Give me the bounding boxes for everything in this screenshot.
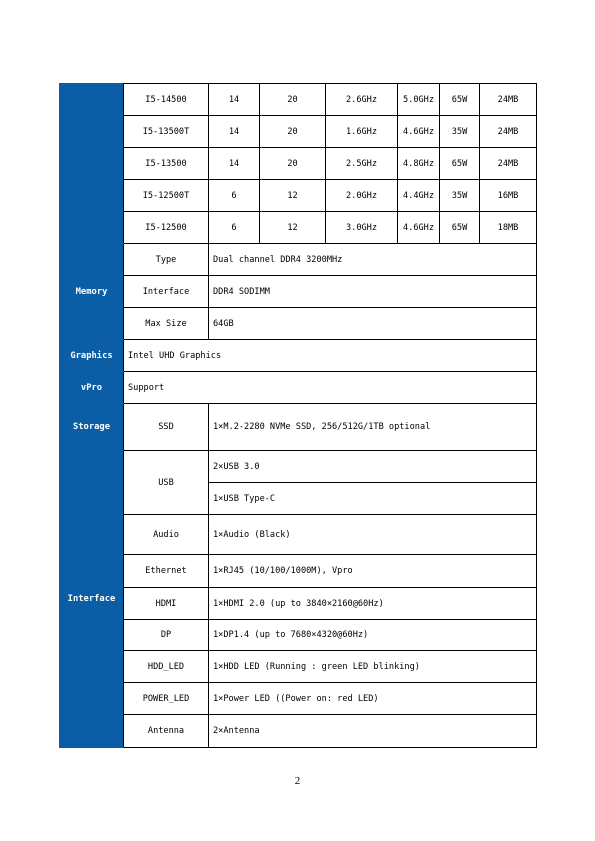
page-number: 2 [294,775,301,787]
graphics-row [60,340,537,372]
vpro-row [60,372,537,404]
cpu-row [60,84,537,116]
memory-label: Type [124,244,209,276]
memory-value: 64GB [209,308,537,340]
graphics-category: Graphics [60,340,124,372]
usb-value: 1×USB Type-C [209,483,537,515]
cpu-cores: 6 [209,212,260,244]
interface-label: HDMI [124,588,209,620]
cpu-threads: 12 [260,212,326,244]
cpu-base-clock: 2.0GHz [326,180,398,212]
cpu-base-clock: 2.6GHz [326,84,398,116]
memory-category: Memory [60,244,124,340]
cpu-threads: 12 [260,180,326,212]
cpu-tdp: 65W [440,148,480,180]
interface-row [60,588,537,620]
cpu-boost-clock: 4.8GHz [398,148,440,180]
interface-label: Ethernet [124,555,209,588]
cpu-tdp: 35W [440,180,480,212]
cpu-boost-clock: 4.6GHz [398,116,440,148]
spec-table [59,83,537,748]
interface-value: 1×Power LED ((Power on: red LED) [209,683,537,715]
interface-category: Interface [60,451,124,748]
vpro-value: Support [124,372,537,404]
cpu-cores: 14 [209,148,260,180]
cpu-tdp: 65W [440,84,480,116]
interface-row [60,555,537,588]
cpu-threads: 20 [260,116,326,148]
cpu-model: I5-13500T [124,116,209,148]
storage-label: SSD [124,404,209,451]
cpu-cache: 24MB [480,84,537,116]
interface-label: HDD_LED [124,651,209,683]
cpu-cores: 14 [209,116,260,148]
memory-value: DDR4 SODIMM [209,276,537,308]
interface-value: 1×DP1.4 (up to 7680×4320@60Hz) [209,620,537,651]
storage-value: 1×M.2-2280 NVMe SSD, 256/512G/1TB optional [209,404,537,451]
interface-label: Antenna [124,715,209,748]
usb-value: 2×USB 3.0 [209,451,537,483]
interface-row [60,451,537,483]
cpu-model: I5-12500T [124,180,209,212]
storage-row [60,404,537,451]
cpu-boost-clock: 5.0GHz [398,84,440,116]
interface-value: 1×Audio (Black) [209,515,537,555]
vpro-category: vPro [60,372,124,404]
interface-row [60,651,537,683]
cpu-model: I5-14500 [124,84,209,116]
interface-label: Audio [124,515,209,555]
cpu-tdp: 65W [440,212,480,244]
memory-label: Interface [124,276,209,308]
graphics-value: Intel UHD Graphics [124,340,537,372]
cpu-row [60,212,537,244]
cpu-cache: 24MB [480,116,537,148]
cpu-tdp: 35W [440,116,480,148]
interface-row [60,620,537,651]
cpu-base-clock: 3.0GHz [326,212,398,244]
cpu-cores: 14 [209,84,260,116]
cpu-cache: 16MB [480,180,537,212]
cpu-boost-clock: 4.6GHz [398,212,440,244]
interface-row [60,515,537,555]
cpu-row [60,180,537,212]
storage-category: Storage [60,404,124,451]
memory-row [60,276,537,308]
cpu-base-clock: 1.6GHz [326,116,398,148]
interface-value: 1×HDMI 2.0 (up to 3840×2160@60Hz) [209,588,537,620]
memory-row [60,244,537,276]
cpu-cores: 6 [209,180,260,212]
usb-label: USB [124,451,209,515]
interface-label: POWER_LED [124,683,209,715]
memory-row [60,308,537,340]
cpu-category-cell [60,84,124,244]
memory-value: Dual channel DDR4 3200MHz [209,244,537,276]
cpu-base-clock: 2.5GHz [326,148,398,180]
cpu-threads: 20 [260,148,326,180]
cpu-boost-clock: 4.4GHz [398,180,440,212]
interface-value: 1×RJ45 (10/100/1000M), Vpro [209,555,537,588]
cpu-model: I5-13500 [124,148,209,180]
interface-value: 2×Antenna [209,715,537,748]
cpu-row [60,148,537,180]
cpu-model: I5-12500 [124,212,209,244]
cpu-cache: 18MB [480,212,537,244]
cpu-cache: 24MB [480,148,537,180]
cpu-row [60,116,537,148]
interface-row [60,683,537,715]
interface-label: DP [124,620,209,651]
cpu-threads: 20 [260,84,326,116]
interface-row [60,715,537,748]
interface-value: 1×HDD LED (Running : green LED blinking) [209,651,537,683]
memory-label: Max Size [124,308,209,340]
